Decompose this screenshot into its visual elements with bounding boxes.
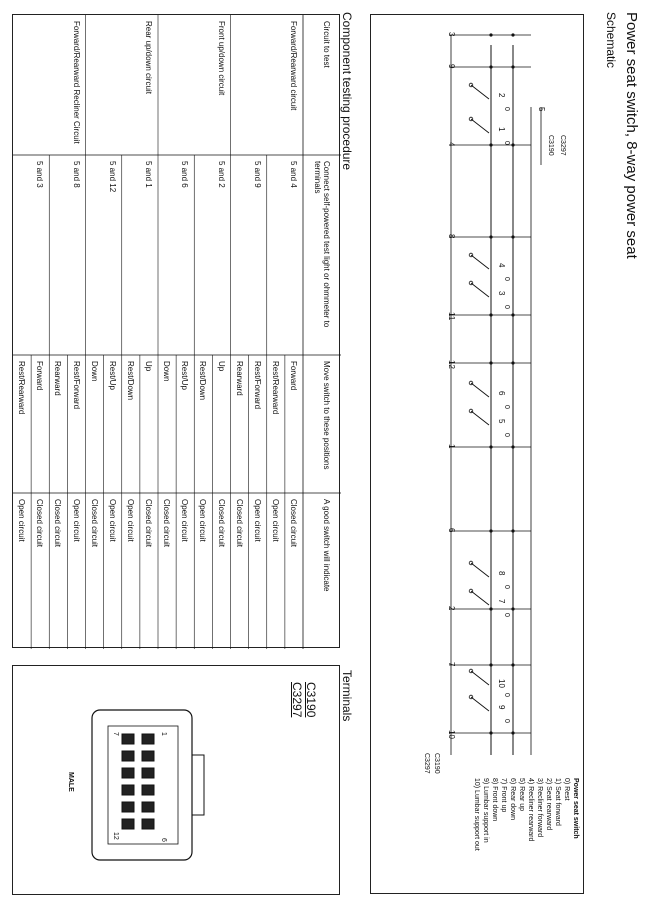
cell-position: Rest/Down — [198, 361, 208, 401]
cell-result: Closed circuit — [35, 499, 45, 548]
pin-label: 2 — [447, 606, 456, 611]
cell-terminals: 5 and 9 — [252, 161, 262, 188]
cell-result: Closed circuit — [216, 499, 226, 548]
connector-face-diagram — [88, 700, 208, 870]
cell-result: Open circuit — [252, 499, 262, 542]
cell-position: Rest/Rearward — [17, 361, 27, 415]
rest-contact-label: 0 — [503, 405, 510, 409]
terminal-pin — [142, 734, 154, 744]
pin-number: 7 — [112, 732, 119, 736]
legend-item: 5) Rear up — [518, 778, 525, 812]
pin-label: 7 — [447, 662, 456, 667]
switch-arm — [471, 383, 489, 397]
junction-dot — [489, 143, 492, 146]
junction-dot — [511, 143, 514, 146]
cell-position: Down — [89, 361, 99, 382]
cell-position: Down — [162, 361, 172, 382]
pin-label: 9 — [447, 64, 456, 69]
terminal-pin — [122, 819, 134, 829]
cell-position: Up — [144, 361, 153, 372]
pin-label: 1 — [447, 444, 456, 449]
pin-number: 12 — [112, 832, 119, 840]
testing-table — [12, 14, 340, 648]
junction-dot — [489, 663, 492, 666]
legend-item: 3) Recliner forward — [536, 778, 543, 838]
switch-arm — [471, 119, 489, 133]
legend-item: 2) Seat rearward — [545, 778, 552, 831]
pin-label: 12 — [447, 360, 456, 369]
junction-dot — [489, 361, 492, 364]
rest-contact-label: 0 — [503, 585, 510, 589]
testing-heading: Component testing procedure — [340, 12, 354, 171]
junction-dot — [511, 529, 514, 532]
rest-contact-label: 0 — [503, 277, 510, 281]
junction-dot — [511, 235, 514, 238]
terminal-pin — [122, 785, 134, 795]
legend-item: 7) Front up — [500, 778, 507, 813]
terminal-pin — [142, 802, 154, 812]
switch-arm — [471, 411, 489, 425]
terminal-pin — [142, 751, 154, 761]
cell-position: Forward — [35, 361, 45, 391]
junction-dot — [511, 663, 514, 666]
cell-terminals: 5 and 12 — [107, 161, 117, 193]
cell-circuit: Forward/Rearward circuit — [289, 21, 298, 111]
rest-contact-label: 0 — [503, 141, 510, 145]
switch-arm — [471, 697, 489, 711]
terminal-pin — [122, 802, 134, 812]
pin-label: 5 — [537, 107, 546, 112]
switch-arm — [471, 591, 489, 605]
cell-position: Forward — [289, 361, 298, 391]
switch-label: 8 — [497, 571, 506, 576]
terminal-pin — [122, 768, 134, 778]
cell-result: Open circuit — [107, 499, 117, 542]
terminals-heading: Terminals — [340, 670, 354, 722]
cell-position: Rest/Down — [125, 361, 135, 401]
cell-position: Rearward — [234, 361, 244, 396]
legend-title: Power seat switch — [572, 778, 579, 839]
junction-dot — [511, 33, 514, 36]
terminal-pin — [122, 734, 134, 744]
rest-contact-label: 0 — [503, 433, 510, 437]
connector-tag: C3297 — [423, 753, 430, 774]
cell-result: Open circuit — [71, 499, 81, 542]
header-result: A good switch will indicate — [322, 499, 331, 592]
switch-label: 10 — [497, 679, 506, 688]
connector-tag: C3190 — [433, 753, 440, 774]
junction-dot — [489, 313, 492, 316]
junction-dot — [489, 235, 492, 238]
switch-label: 9 — [497, 705, 506, 710]
cell-result: Open circuit — [198, 499, 208, 542]
cell-position: Rearward — [53, 361, 63, 396]
cell-result: Closed circuit — [89, 499, 99, 548]
cell-result: Open circuit — [270, 499, 280, 542]
cell-position: Rest/Up — [180, 361, 190, 390]
male-label: MALE — [67, 772, 74, 792]
junction-dot — [511, 361, 514, 364]
cell-result: Closed circuit — [162, 499, 172, 548]
legend-item: 1) Seat forward — [554, 778, 561, 826]
switch-arm — [471, 85, 489, 99]
cell-position: Rest/Forward — [252, 361, 262, 410]
switch-arm — [471, 671, 489, 685]
connector-tag: C3190 — [547, 135, 554, 156]
legend-item: 9) Lumbar support in — [482, 778, 489, 843]
junction-dot — [511, 731, 514, 734]
junction-dot — [489, 607, 492, 610]
switch-arm — [471, 563, 489, 577]
switch-label: 5 — [497, 419, 506, 424]
switch-label: 1 — [497, 127, 506, 132]
pin-label: 6 — [447, 528, 456, 533]
cell-result: Closed circuit — [144, 499, 153, 548]
cell-position: Rest/Forward — [71, 361, 81, 410]
pin-label: 10 — [447, 730, 456, 739]
pin-label: 11 — [447, 312, 456, 321]
cell-position: Up — [216, 361, 226, 372]
switch-label: 7 — [497, 599, 506, 604]
legend-item: 4) Recliner rearward — [527, 778, 534, 842]
cell-terminals: 5 and 1 — [144, 161, 153, 188]
connector-id: C3297 — [290, 682, 304, 718]
cell-terminals: 5 and 8 — [71, 161, 81, 188]
terminal-pin — [142, 819, 154, 829]
switch-arm — [471, 283, 489, 297]
rest-contact-label: 0 — [503, 693, 510, 697]
cell-circuit: Rear up/down circuit — [144, 21, 153, 94]
junction-dot — [489, 33, 492, 36]
cell-result: Closed circuit — [234, 499, 244, 548]
pin-label: 3 — [447, 32, 456, 37]
connector-id: C3190 — [304, 682, 318, 718]
schematic-panel — [370, 14, 584, 894]
switch-legend — [472, 778, 580, 851]
cell-result: Closed circuit — [289, 499, 298, 548]
cell-result: Open circuit — [180, 499, 190, 542]
cell-result: Open circuit — [125, 499, 135, 542]
rest-contact-label: 0 — [503, 719, 510, 723]
junction-dot — [511, 65, 514, 68]
pin-number: 6 — [160, 838, 167, 842]
legend-item: 6) Rear down — [509, 778, 516, 821]
switch-label: 3 — [497, 291, 506, 296]
switch-label: 2 — [497, 93, 506, 98]
rest-contact-label: 0 — [503, 613, 510, 617]
terminal-pin — [142, 768, 154, 778]
cell-terminals: 5 and 4 — [289, 161, 298, 188]
pin-label: 8 — [447, 234, 456, 239]
junction-dot — [489, 445, 492, 448]
junction-dot — [489, 65, 492, 68]
connector-tag: C3297 — [559, 135, 566, 156]
cell-result: Open circuit — [17, 499, 27, 542]
cell-position: Rest/Rearward — [270, 361, 280, 415]
cell-circuit: Forward/Rearward Recliner Circuit — [71, 21, 81, 144]
cell-terminals: 5 and 6 — [180, 161, 190, 188]
cell-result: Closed circuit — [53, 499, 63, 548]
pin-number: 1 — [160, 732, 167, 736]
legend-item: 10) Lumbar support out — [473, 778, 480, 851]
terminal-pin — [142, 785, 154, 795]
legend-item: 0) Rest — [563, 778, 570, 801]
junction-dot — [489, 529, 492, 532]
schematic-heading: Schematic — [604, 12, 618, 69]
connector-latch — [192, 755, 204, 815]
rest-contact-label: 0 — [503, 305, 510, 309]
junction-dot — [511, 445, 514, 448]
cell-terminals: 5 and 2 — [216, 161, 226, 188]
switch-arm — [471, 255, 489, 269]
rest-contact-label: 0 — [503, 107, 510, 111]
cell-terminals: 5 and 3 — [35, 161, 45, 188]
header-terminals: Connect self-powered test light or ohmmeter to terminals — [313, 161, 331, 328]
connector-ids — [290, 682, 318, 717]
switch-label: 4 — [497, 263, 506, 268]
pin-label: 4 — [447, 142, 456, 147]
schematic-diagram — [371, 15, 585, 895]
cell-position: Rest/Up — [107, 361, 117, 390]
terminal-pin — [122, 751, 134, 761]
switch-label: 6 — [497, 391, 506, 396]
junction-dot — [489, 731, 492, 734]
legend-item: 8) Front down — [491, 778, 498, 822]
page-title: Power seat switch, 8-way power seat — [623, 12, 640, 259]
junction-dot — [511, 313, 514, 316]
junction-dot — [511, 607, 514, 610]
cell-circuit: Front up/down circuit — [216, 21, 226, 96]
header-positions: Move switch to these positions — [322, 361, 331, 470]
header-circuit: Circuit to test — [322, 21, 331, 68]
